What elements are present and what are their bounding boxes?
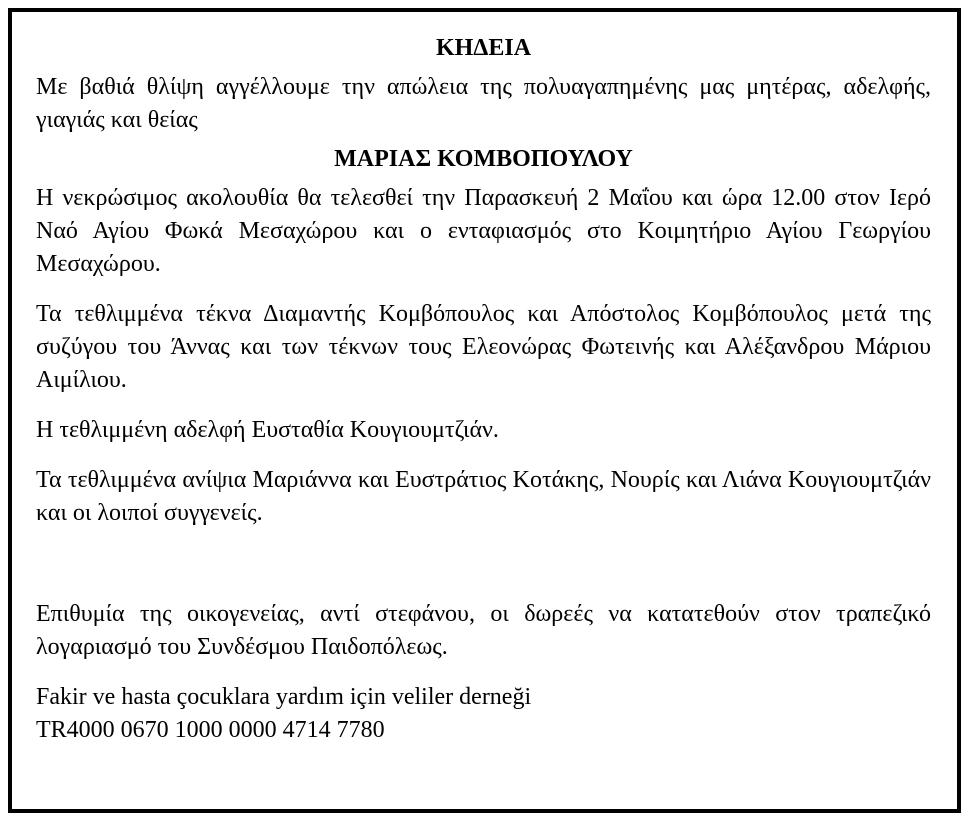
bank-details (36, 681, 931, 747)
bank-beneficiary: Fakir ve hasta çocuklara yardım için veliler derneği (36, 684, 532, 710)
relatives-paragraph: Τα τεθλιμμένα ανίψια Μαριάννα και Ευστράτιος Κοτάκης, Νουρίς και Λιάνα Κουγιουμτζιάν και οι λοιποί συγγενείς. (36, 467, 931, 526)
service-paragraph: Η νεκρώσιμος ακολουθία θα τελεσθεί την Παρασκευή 2 Μαΐου και ώρα 12.00 στον Ιερό Ναό Αγίου Φωκά Μεσαχώρου και ο ενταφιασμός στο Κοιμητήριο Αγίου Γεωργίου Μεσαχώρου. (36, 185, 931, 277)
children-paragraph: Τα τεθλιμμένα τέκνα Διαμαντής Κομβόπουλος και Απόστολος Κομβόπουλος μετά της συζύγου του Άννας και των τέκνων τους Ελεονώρας Φωτεινής και Αλέξανδρου Μάριου Αιμίλιου. (36, 301, 931, 393)
intro-paragraph: Με βαθιά θλίψη αγγέλλουμε την απώλεια της πολυαγαπημένης μας μητέρας, αδελφής, γιαγιάς και θείας (36, 74, 931, 133)
sister-paragraph: Η τεθλιμμένη αδελφή Ευσταθία Κουγιουμτζιάν. (36, 417, 499, 443)
notice-frame (8, 8, 961, 813)
deceased-name: ΜΑΡΙΑΣ ΚΟΜΒΟΠΟΥΛΟΥ (334, 146, 633, 172)
iban-number: TR4000 0670 1000 0000 4714 7780 (36, 717, 385, 743)
donation-paragraph: Επιθυμία της οικογενείας, αντί στεφάνου, οι δωρεές να κατατεθούν στον τραπεζικό λογαριασμό του Συνδέσμου Παιδοπόλεως. (36, 601, 931, 660)
notice-title: ΚΗΔΕΙΑ (435, 35, 532, 61)
notice-content (36, 32, 931, 747)
